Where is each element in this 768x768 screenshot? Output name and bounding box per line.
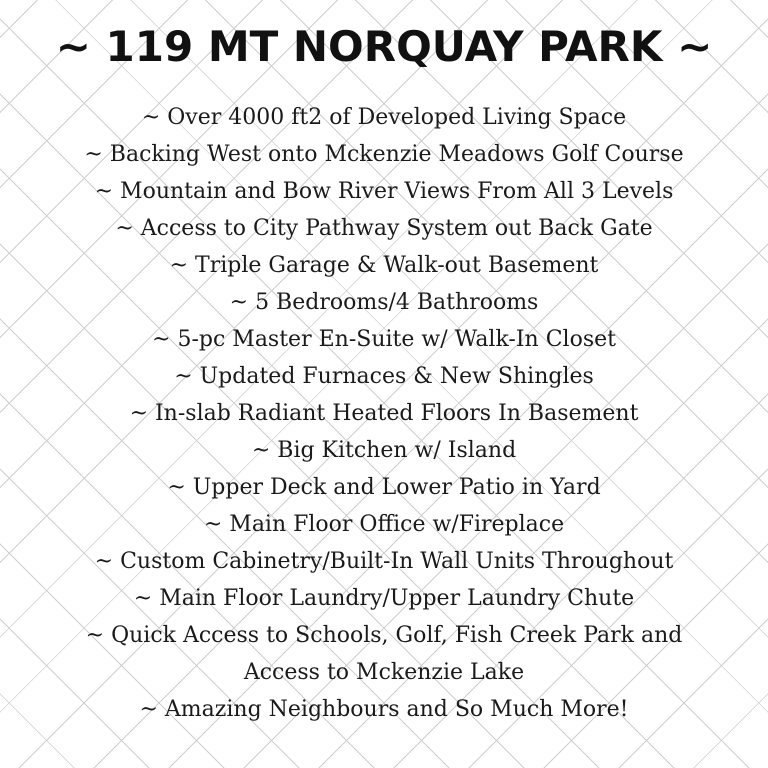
feature-item: ~ 5-pc Master En-Suite w/ Walk-In Closet: [152, 327, 616, 352]
listing-title: ~ 119 MT NORQUAY PARK ~: [55, 22, 713, 71]
feature-list: [0, 99, 768, 728]
feature-item: ~ Amazing Neighbours and So Much More!: [139, 697, 629, 722]
feature-item: ~ Mountain and Bow River Views From All 3 Levels: [94, 179, 674, 204]
feature-item: ~ Over 4000 ft2 of Developed Living Space: [141, 105, 627, 130]
feature-item: ~ Main Floor Laundry/Upper Laundry Chute: [133, 586, 635, 611]
feature-item: ~ Upper Deck and Lower Patio in Yard: [167, 475, 601, 500]
feature-item: ~ Quick Access to Schools, Golf, Fish Creek Park and: [85, 623, 683, 648]
feature-item: ~ Custom Cabinetry/Built-In Wall Units Throughout: [94, 549, 674, 574]
feature-item: Access to Mckenzie Lake: [243, 660, 525, 685]
feature-item: ~ Triple Garage & Walk-out Basement: [169, 253, 599, 278]
feature-item: ~ Backing West onto Mckenzie Meadows Golf Course: [84, 142, 684, 167]
feature-item: ~ Main Floor Office w/Fireplace: [203, 512, 565, 537]
feature-item: ~ Big Kitchen w/ Island: [251, 438, 517, 463]
feature-item: ~ 5 Bedrooms/4 Bathrooms: [229, 290, 539, 315]
feature-item: ~ Access to City Pathway System out Back Gate: [115, 216, 653, 241]
feature-item: ~ Updated Furnaces & New Shingles: [174, 364, 594, 389]
feature-item: ~ In-slab Radiant Heated Floors In Basement: [129, 401, 639, 426]
